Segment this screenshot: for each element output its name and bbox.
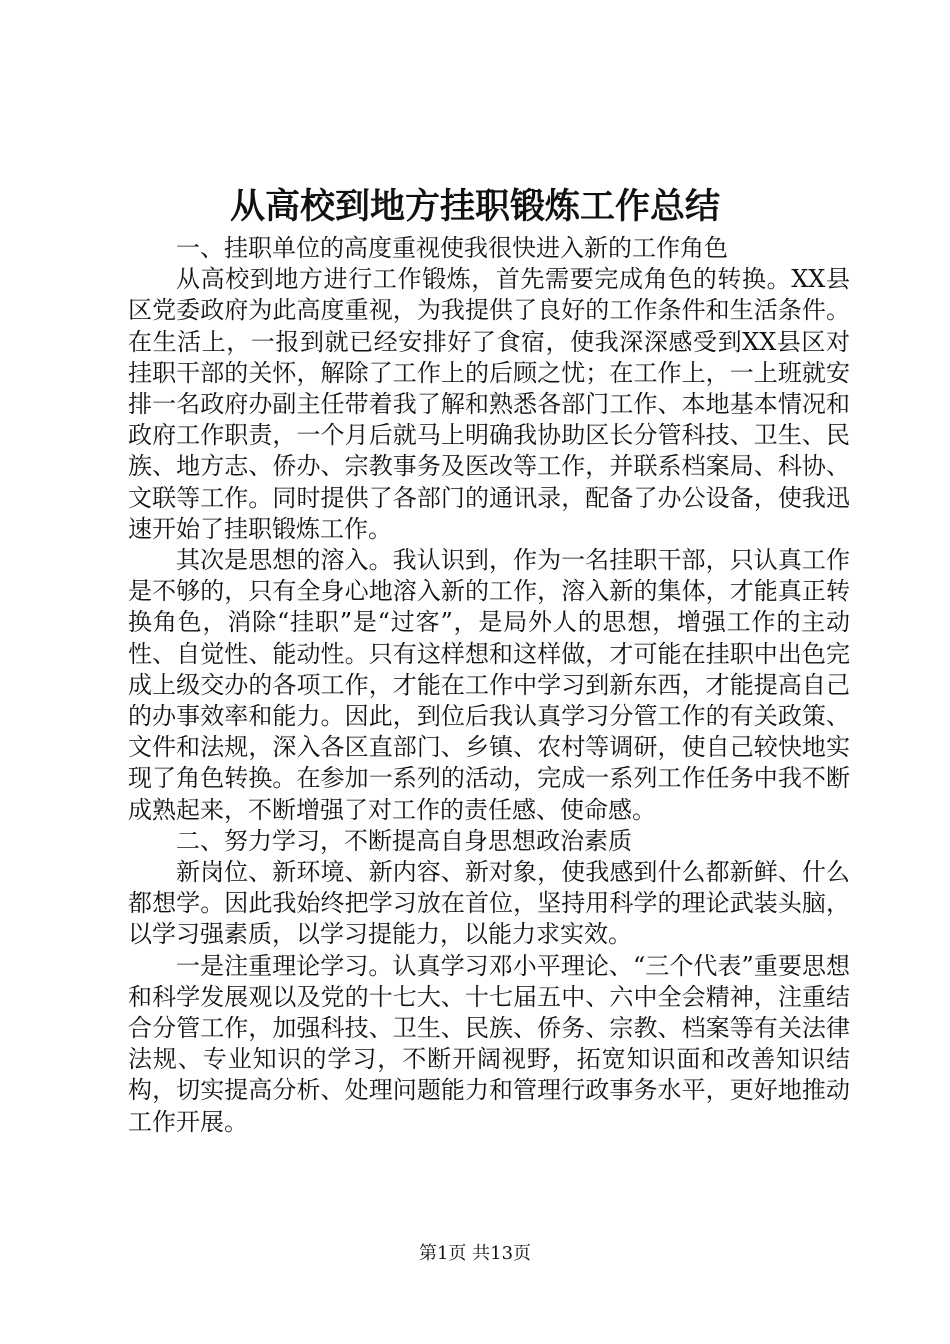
document-title: 从高校到地方挂职锻炼工作总结 (229, 186, 720, 227)
paragraph-3: 新岗位、新环境、新内容、新对象，使我感到什么都新鲜、什么都想学。因此我始终把学习放在首位，坚持用科学的理论武装头脑，以学习强素质，以学习提能力，以能力求实效。 (128, 858, 850, 949)
paragraph-1: 从高校到地方进行工作锻炼，首先需要完成角色的转换。XX县区党委政府为此高度重视，为我提供了良好的工作条件和生活条件。在生活上，一报到就已经安排好了食宿，使我深深感受到XX县区对挂职干部的关怀，解除了工作上的后顾之忧；在工作上，一上班就安排一名政府办副主任带着我了解和熟悉各部门工作、本地基本情况和政府工作职责，一个月后就马上明确我协助区长分管科技、卫生、民族、地方志、侨办、宗教事务及医改等工作，并联系档案局、科协、文联等工作。同时提供了各部门的通讯录，配备了办公设备，使我迅速开始了挂职锻炼工作。 (128, 265, 850, 543)
page-number-footer: 第1页 共13页 (418, 1243, 532, 1264)
paragraph-4: 一是注重理论学习。认真学习邓小平理论、“三个代表”重要思想和科学发展观以及党的十七大、十七届五中、六中全会精神，注重结合分管工作，加强科技、卫生、民族、侨务、宗教、档案等有关法律法规、专业知识的学习，不断开阔视野，拓宽知识面和改善知识结构，切实提高分析、处理问题能力和管理行政事务水平，更好地推动工作开展。 (128, 951, 850, 1136)
document-body (128, 233, 850, 1138)
paragraph-2: 其次是思想的溶入。我认识到，作为一名挂职干部，只认真工作是不够的，只有全身心地溶入新的工作，溶入新的集体，才能真正转换角色，消除“挂职”是“过客”，是局外人的思想，增强工作的主动性、自觉性、能动性。只有这样想和这样做，才可能在挂职中出色完成上级交办的各项工作，才能在工作中学习到新东西，才能提高自己的办事效率和能力。因此，到位后我认真学习分管工作的有关政策、文件和法规，深入各区直部门、乡镇、农村等调研，使自己较快地实现了角色转换。在参加一系列的活动，完成一系列工作任务中我不断成熟起来，不断增强了对工作的责任感、使命感。 (128, 546, 850, 824)
section-heading-2: 二、努力学习，不断提高自身思想政治素质 (176, 826, 632, 855)
section-heading-1: 一、挂职单位的高度重视使我很快进入新的工作角色 (176, 234, 728, 262)
